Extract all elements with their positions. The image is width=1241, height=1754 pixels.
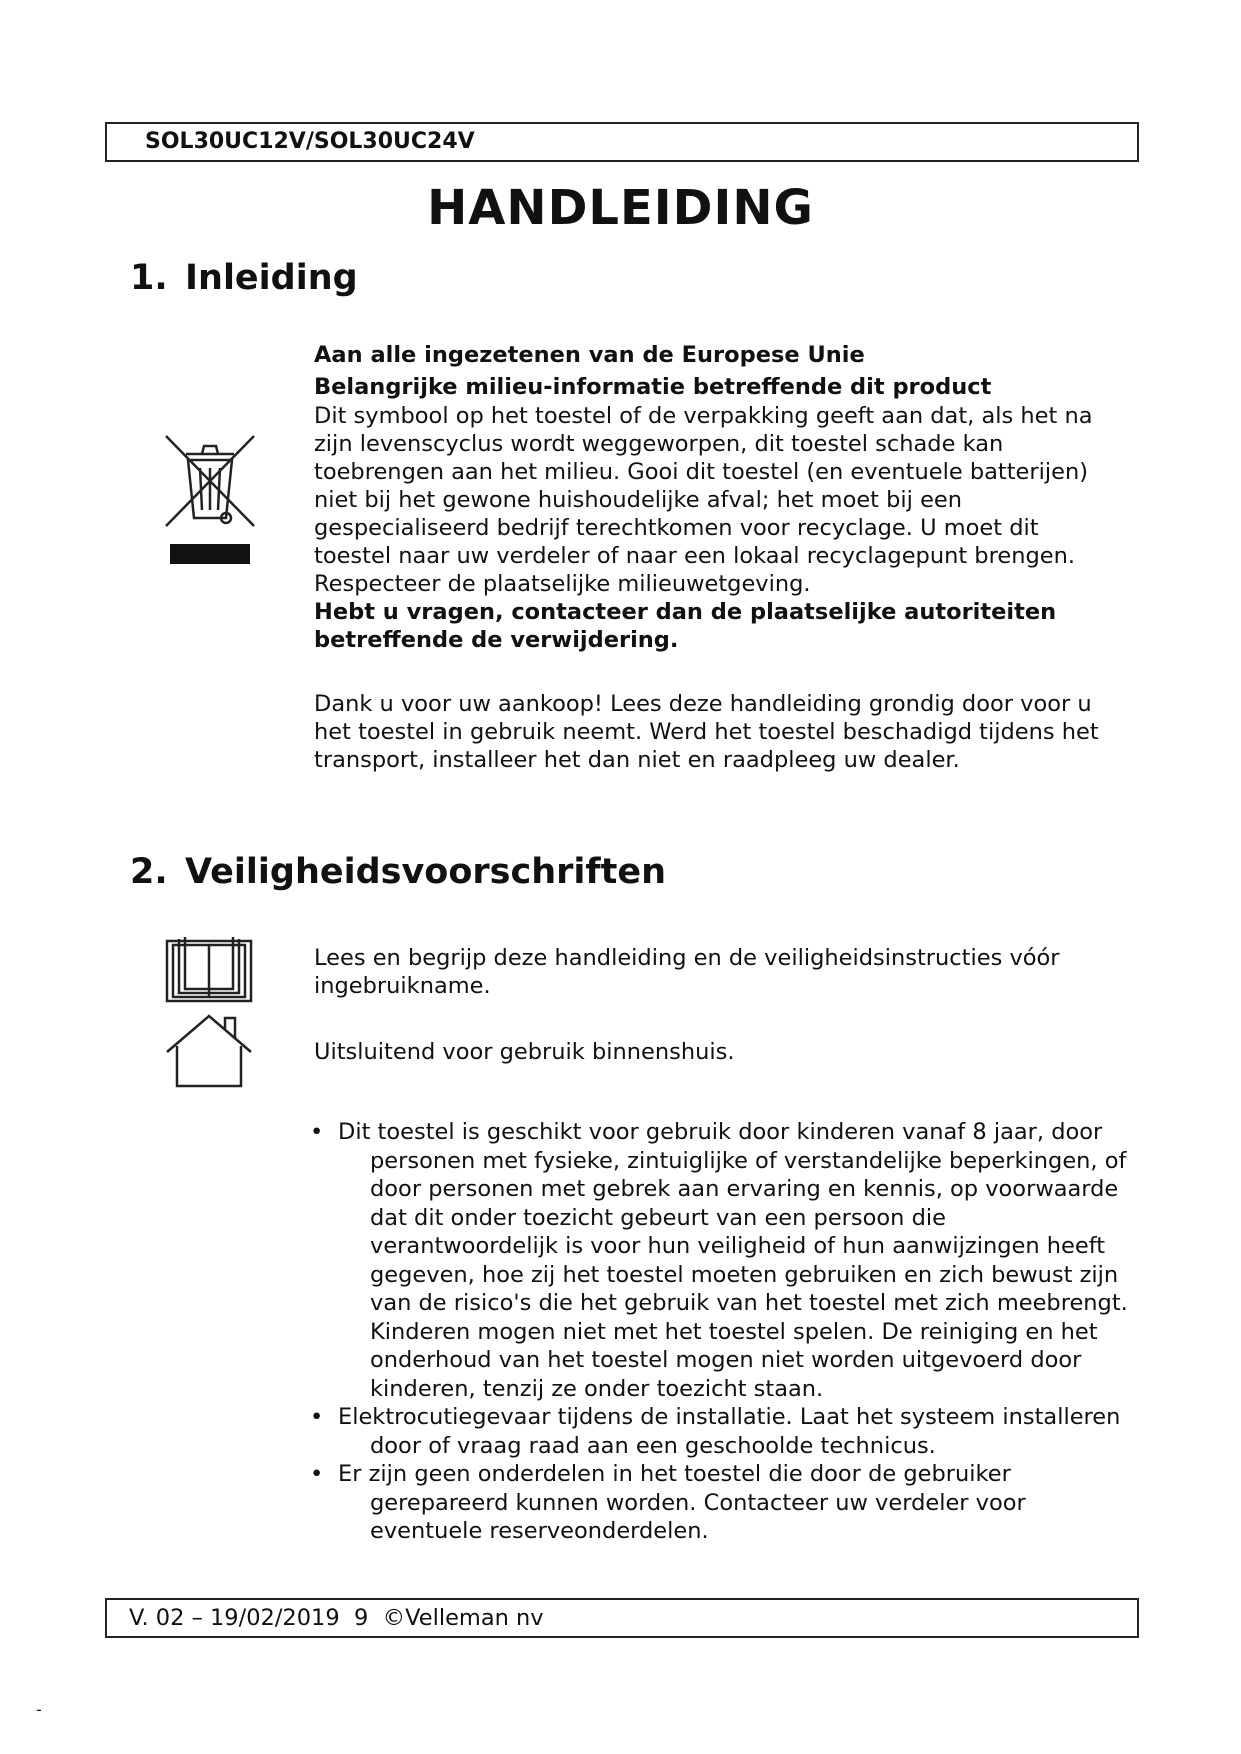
header-model: SOL30UC12V/SOL30UC24V xyxy=(145,129,475,154)
footer-text: V. 02 – 19/02/2019 9 ©Velleman nv xyxy=(129,1605,544,1631)
section-2-heading xyxy=(130,852,666,892)
list-item: • Er zijn geen onderdelen in het toestel die door de gebruiker gerepareerd kunnen worden. Contacteer uw verdeler voor eventuele reserveonderdelen. xyxy=(310,1460,1130,1546)
safety-bullet-list xyxy=(310,1118,1130,1546)
section-1-heading xyxy=(130,258,358,298)
environment-text: Dit symbool op het toestel of de verpakking geeft aan dat, als het na zijn levenscyclus wordt weggeworpen, dit toestel schade kan toebrengen aan het milieu. Gooi dit toestel (en eventuele batterijen) niet bij het gewone huishoudelijke afval; het moet bij een gespecialiseerd bedrijf terechtkomen voor recyclage. U moet dit toestel naar uw verdeler of naar een lokaal recyclagepunt brengen. Respecteer de plaatselijke milieuwetgeving. xyxy=(314,403,1093,597)
document-title: HANDLEIDING xyxy=(427,180,814,236)
eu-heading: Aan alle ingezetenen van de Europese Unie xyxy=(314,342,865,368)
footer-box xyxy=(105,1598,1139,1638)
book-icon xyxy=(165,935,253,1005)
indoor-use-text: Uitsluitend voor gebruik binnenshuis. xyxy=(314,1039,735,1065)
thanks-text: Dank u voor uw aankoop! Lees deze handleiding grondig door voor u het toestel in gebruik neemt. Werd het toestel beschadigd tijdens het transport, installeer het dan niet en raadpleeg uw dealer. xyxy=(314,691,1099,773)
read-manual-text: Lees en begrijp deze handleiding en de veiligheidsinstructies vóór ingebruikname. xyxy=(314,945,1060,999)
section-2-title: Veiligheidsvoorschriften xyxy=(185,852,667,892)
section-2-number: 2. xyxy=(130,852,168,892)
environment-contact: Hebt u vragen, contacteer dan de plaatselijke autoriteiten betreffende de verwijdering. xyxy=(314,599,1057,653)
section-1-title: Inleiding xyxy=(185,258,358,298)
corner-mark: - xyxy=(36,1700,42,1719)
house-icon xyxy=(163,1010,255,1090)
weee-crossed-bin-icon xyxy=(162,432,258,567)
indoor-use-block xyxy=(314,1038,1114,1066)
header-model-box xyxy=(105,122,1139,162)
environment-info-block xyxy=(314,338,1114,654)
thanks-block xyxy=(314,690,1114,774)
list-item: • Dit toestel is geschikt voor gebruik door kinderen vanaf 8 jaar, door personen met fysieke, zintuiglijke of verstandelijke beperkingen, of door personen met gebrek aan ervaring en kennis, op voorwaarde dat dit onder toezicht gebeurt van een persoon die verantwoordelijk is voor hun veiligheid of hun aanwijzingen heeft gegeven, hoe zij het toestel moeten gebruiken en zich bewust zijn van de risico's die het gebruik van het toestel met zich meebrengt. Kinderen mogen niet met het toestel spelen. De reiniging en het onderhoud van het toestel mogen niet worden uitgevoerd door kinderen, tenzij ze onder toezicht staan. xyxy=(310,1118,1130,1403)
section-1-number: 1. xyxy=(130,258,168,298)
list-item: • Elektrocutiegevaar tijdens de installatie. Laat het systeem installeren door of vraag raad aan een geschoolde technicus. xyxy=(310,1403,1130,1460)
environment-heading: Belangrijke milieu-informatie betreffende dit product xyxy=(314,374,992,400)
read-manual-block xyxy=(314,944,1114,1000)
